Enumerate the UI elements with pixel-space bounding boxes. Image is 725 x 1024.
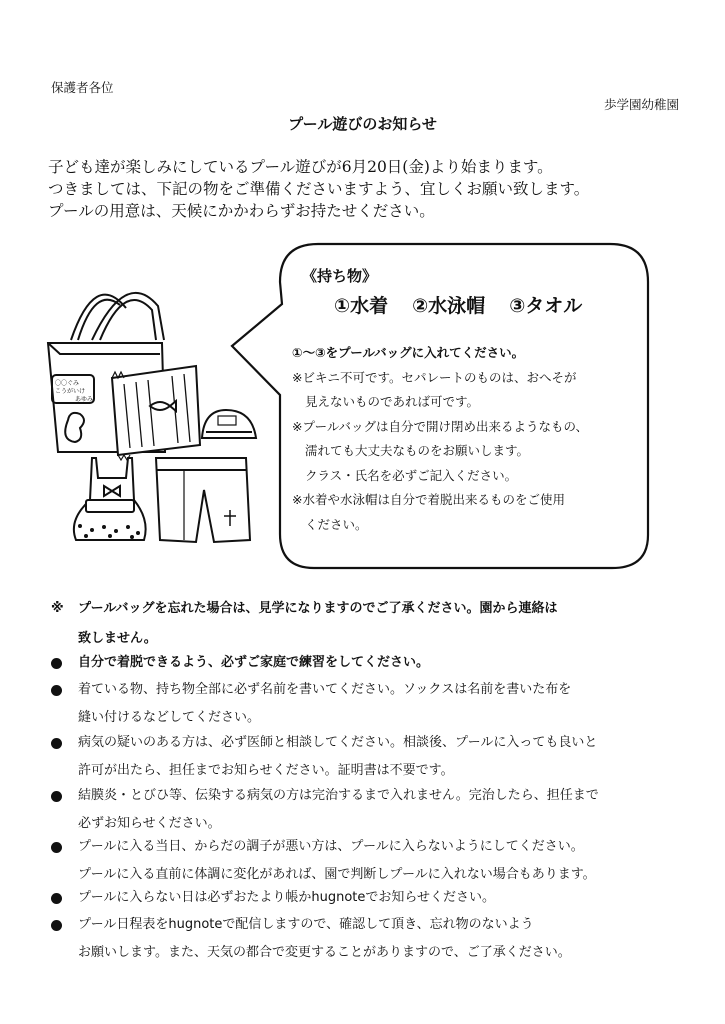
notice-line: 結膜炎・とびひ等、伝染する病気の方は完治するまで入れません。完治したら、担任まで <box>78 788 599 803</box>
note-line: 濡れても大丈夫なものをお願いします。 <box>305 443 530 458</box>
notice-line: 必ずお知らせください。 <box>78 816 221 831</box>
intro-line: つきましては、下記の物をご準備くださいますよう、宜しくお願い致します。 <box>48 180 590 198</box>
item-swim-cap: ②水泳帽 <box>412 295 486 317</box>
bullet-icon <box>51 738 62 749</box>
notice-line: プールバッグを忘れた場合は、見学になりますのでご了承ください。園から連絡は <box>78 601 558 616</box>
bullet-icon <box>51 893 62 904</box>
bullet-icon <box>51 842 62 853</box>
item-towel: ③タオル <box>509 295 583 317</box>
notice-bag-forgotten <box>51 597 557 651</box>
swim-cap-icon <box>202 410 256 438</box>
items-list <box>334 291 606 318</box>
page-title: プール遊びのお知らせ <box>288 115 437 133</box>
notice-mark: ※ <box>51 601 64 616</box>
notice-line: お願いします。また、天気の都合で変更することがありますので、ご了承ください。 <box>78 945 571 960</box>
note-line: ※ビキニ不可です。セパレートのものは、おへそが <box>292 369 577 385</box>
notice-names <box>51 678 571 730</box>
name-tag-class: 〇〇ぐみ <box>55 380 80 387</box>
notice-line: 着ている物、持ち物全部に必ず名前を書いてください。ソックスは名前を書いた布を <box>78 682 572 697</box>
intro-line: 子ども達が楽しみにしているプール遊びが6月20日(金)より始まります。 <box>48 158 553 176</box>
bullet-icon <box>51 685 62 696</box>
name-tag-name: あゆみ <box>75 396 94 403</box>
notice-line: 許可が出たら、担任までお知らせください。証明書は不要です。 <box>78 763 454 778</box>
notice-line: プールに入らない日は必ずおたより帳かhugnoteでお知らせください。 <box>78 890 495 905</box>
bullet-icon <box>51 791 62 802</box>
note-line: 見えないものであれば可です。 <box>305 394 480 409</box>
notice-line: プール日程表をhugnoteで配信しますので、確認して頂き、忘れ物のないよう <box>78 917 534 932</box>
item-swimsuit: ①水着 <box>334 295 389 317</box>
bullet-icon <box>51 920 62 931</box>
notice-line: プールに入る当日、からだの調子が悪い方は、プールに入らないようにしてください。 <box>78 839 584 854</box>
notice-absence <box>51 886 495 910</box>
notice-line: 病気の疑いのある方は、必ず医師と相談してください。相談後、プールに入っても良いと <box>78 735 598 750</box>
note-line: ①～③をプールバッグに入れてください。 <box>292 345 525 360</box>
notice-line: プールに入る直前に体調に変化があれば、園で判断しプールに入れない場合もあります。 <box>78 867 596 882</box>
items-notes <box>292 341 588 537</box>
notice-line: 縫い付けるなどしてください。 <box>78 710 261 725</box>
notice-illness <box>51 731 597 783</box>
swim-trunks-icon <box>156 458 250 542</box>
swimsuit-icon <box>74 458 146 540</box>
notice-changing-practice <box>51 651 429 675</box>
notice-line: 自分で着脱できるよう、必ずご家庭で練習をしてください。 <box>78 655 430 670</box>
notice-line: 致しません。 <box>78 631 157 646</box>
note-line: クラス・氏名を必ずご記入ください。 <box>305 467 518 483</box>
sender-name: 歩学園幼稚園 <box>603 97 679 112</box>
note-line: ※水着や水泳帽は自分で着脱出来るものをご使用 <box>292 492 565 507</box>
bullet-icon <box>51 658 62 669</box>
notice-condition <box>51 835 596 887</box>
towel-icon <box>112 366 200 460</box>
note-line: ※プールバッグは自分で開け閉め出来るようなもの、 <box>292 418 588 434</box>
name-tag-school: こうがいけ <box>55 388 86 395</box>
addressee: 保護者各位 <box>51 80 114 95</box>
note-line: ください。 <box>305 516 368 532</box>
intro-line: プールの用意は、天候にかかわらずお持たせください。 <box>48 202 435 220</box>
notice-schedule <box>51 913 571 965</box>
items-heading: 《持ち物》 <box>302 267 378 285</box>
notice-contagious <box>51 784 599 836</box>
